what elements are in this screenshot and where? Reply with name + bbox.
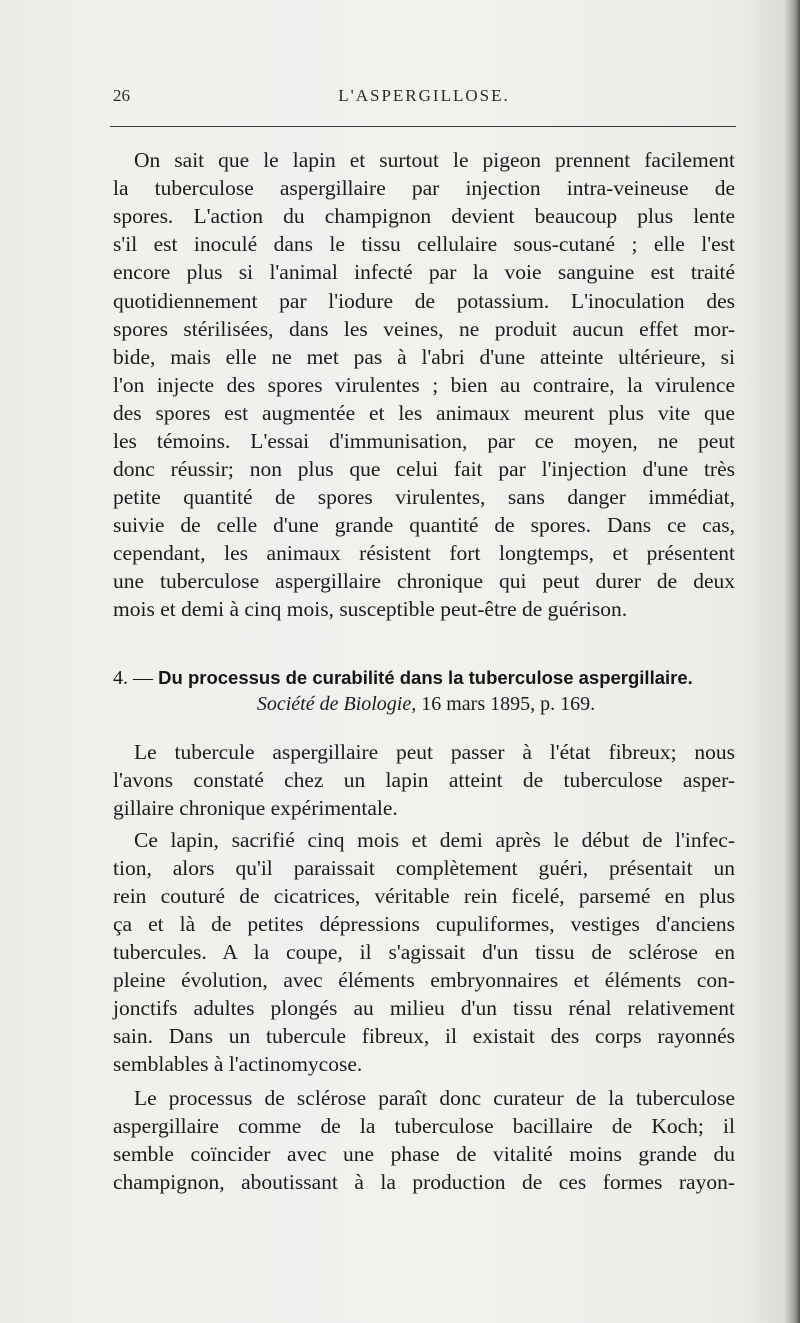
- section-citation: [113, 690, 739, 718]
- page-number: 26: [113, 86, 130, 105]
- text-line: une tuberculose aspergillaire chronique qui peut durer de deux: [113, 569, 735, 593]
- text-line: quotidiennement par l'iodure de potassium. L'inoculation des: [113, 289, 735, 313]
- text-line: jonctifs adultes plongés au milieu d'un tissu rénal relativement: [113, 996, 735, 1020]
- text-line: cependant, les animaux résistent fort longtemps, et présentent: [113, 541, 735, 565]
- text-line: l'on injecte des spores virulentes ; bien au contraire, la virulence: [113, 373, 735, 397]
- text-line: suivie de celle d'une grande quantité de spores. Dans ce cas,: [113, 513, 735, 537]
- text-line: semble coïncider avec une phase de vitalité moins grande du: [113, 1142, 735, 1166]
- section-heading: [113, 664, 737, 692]
- text-line: donc réussir; non plus que celui fait par l'injection d'une très: [113, 457, 735, 481]
- page-edge-shadow: [784, 0, 800, 1323]
- text-line: bide, mais elle ne met pas à l'abri d'une atteinte ultérieure, si: [113, 345, 735, 369]
- text-line: tion, alors qu'il paraissait complètement guéri, présentait un: [113, 856, 735, 880]
- section-title: Du processus de curabilité dans la tuberculose aspergillaire.: [158, 667, 693, 688]
- text-line: petite quantité de spores virulentes, sans danger immédiat,: [113, 485, 735, 509]
- text-line: rein couturé de cicatrices, véritable rein ficelé, parsemé en plus: [113, 884, 735, 908]
- text-line: semblables à l'actinomycose.: [113, 1052, 363, 1076]
- text-line: aspergillaire comme de la tuberculose bacillaire de Koch; il: [113, 1114, 735, 1138]
- text-line: la tuberculose aspergillaire par injection intra-veineuse de: [113, 176, 735, 200]
- text-line: ça et là de petites dépressions cupuliformes, vestiges d'anciens: [113, 912, 735, 936]
- text-line: s'il est inoculé dans le tissu cellulaire sous-cutané ; elle l'est: [113, 232, 735, 256]
- text-line: Ce lapin, sacrifié cinq mois et demi après le début de l'infec-: [134, 828, 735, 852]
- text-line: Le processus de sclérose paraît donc curateur de la tuberculose: [134, 1086, 735, 1110]
- text-line: sain. Dans un tubercule fibreux, il existait des corps rayonnés: [113, 1024, 735, 1048]
- text-line: gillaire chronique expérimentale.: [113, 796, 398, 820]
- text-line: tubercules. A la coupe, il s'agissait d'un tissu de sclérose en: [113, 940, 735, 964]
- citation-journal: Société de Biologie,: [256, 693, 417, 715]
- text-line: mois et demi à cinq mois, susceptible peut-être de guérison.: [113, 597, 628, 621]
- text-line: des spores est augmentée et les animaux meurent plus vite que: [113, 401, 735, 425]
- text-line: encore plus si l'animal infecté par la voie sanguine est traité: [113, 260, 735, 284]
- text-line: Le tubercule aspergillaire peut passer à l'état fibreux; nous: [134, 740, 735, 764]
- text-line: spores stérilisées, dans les veines, ne produit aucun effet mor-: [113, 317, 735, 341]
- text-line: les témoins. L'essai d'immunisation, par ce moyen, ne peut: [113, 429, 735, 453]
- section-number: 4. —: [113, 667, 153, 689]
- text-line: l'avons constaté chez un lapin atteint de tuberculose asper-: [113, 768, 735, 792]
- running-head: [113, 86, 735, 110]
- citation-date-page: 16 mars 1895, p. 169.: [421, 693, 596, 715]
- text-line: spores. L'action du champignon devient beaucoup plus lente: [113, 204, 735, 228]
- running-title: L'ASPERGILLOSE.: [338, 86, 510, 105]
- text-line: pleine évolution, avec éléments embryonnaires et éléments con-: [113, 968, 735, 992]
- text-line: champignon, aboutissant à la production de ces formes rayon-: [113, 1170, 735, 1194]
- header-rule: [110, 126, 736, 127]
- text-line: On sait que le lapin et surtout le pigeon prennent facilement: [134, 148, 735, 172]
